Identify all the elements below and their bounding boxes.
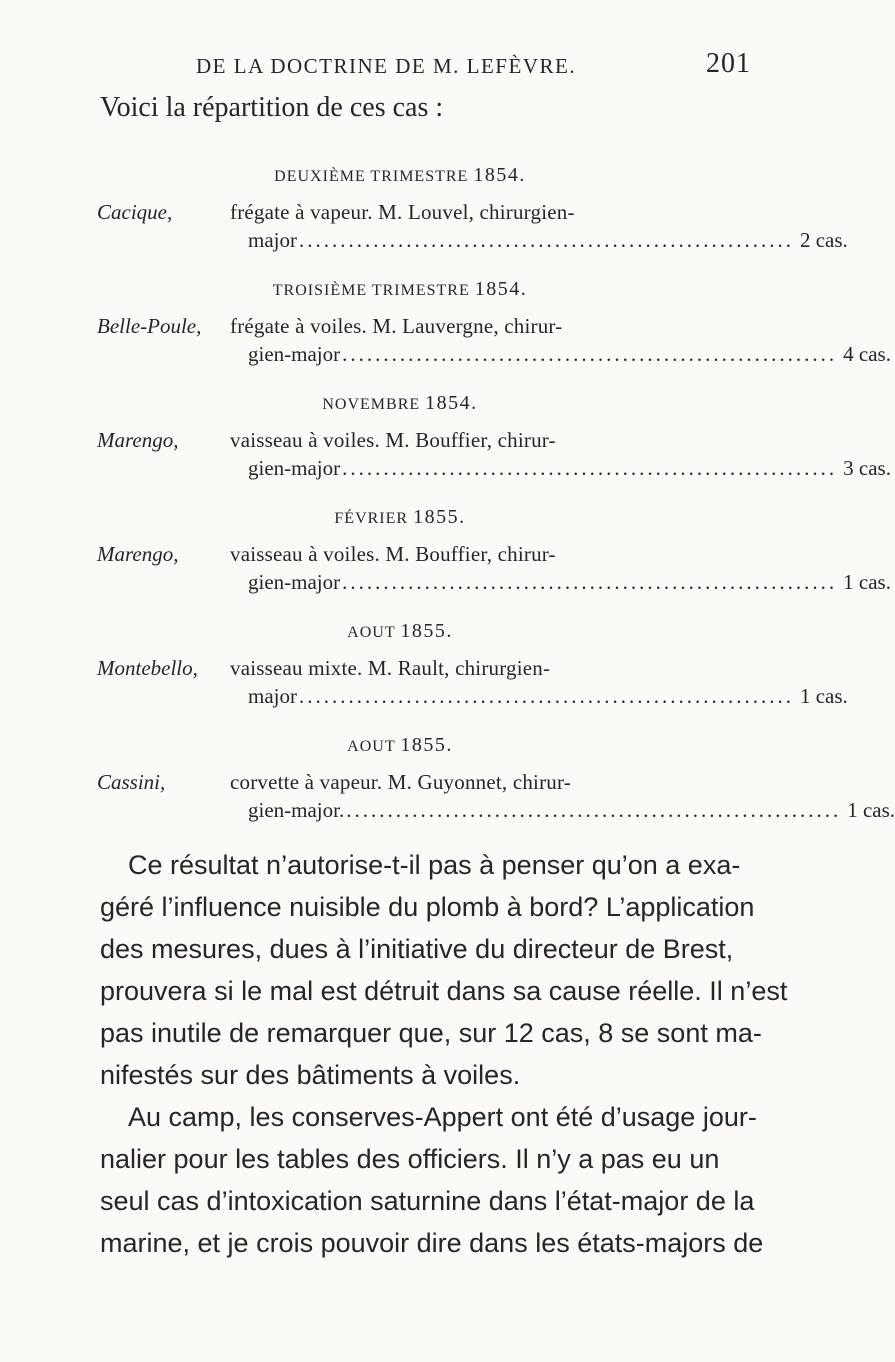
period-heading [0,620,800,643]
entry-role: gien-major [248,570,341,594]
period-heading [0,278,800,301]
entry-continuation [248,228,848,253]
ship-name: Montebello, [97,656,198,680]
period-year: 1855. [400,734,453,756]
period-heading [0,506,800,529]
entry-description: vaisseau à voiles. M. Bouffier, chirur- [230,428,556,452]
entry-role: major [248,684,297,708]
entry-role: major [248,228,297,252]
case-count: 1 cas. [847,798,895,822]
leader-dots: ............................................................ [298,684,794,708]
case-count: 4 cas. [843,342,891,366]
case-count: 1 cas. [799,684,848,708]
intro-line: Voici la répartition de ces cas : [100,92,444,123]
text-line: des mesures, dues à l’initiative du directeur de Brest, [100,934,734,964]
entry-continuation [248,684,848,709]
period-heading [0,164,800,187]
period-year: 1855. [400,620,453,642]
entry-continuation [248,798,895,823]
entry-continuation [248,342,891,367]
entry-continuation [248,456,891,481]
text-line: nalier pour les tables des officiers. Il n’y a pas eu un [100,1144,720,1174]
ship-name: Belle-Poule, [97,314,202,338]
text-line: marine, et je crois pouvoir dire dans les états-majors de [100,1228,764,1258]
period-year: 1855. [413,506,466,528]
period-year: 1854. [474,278,528,300]
leader-dots: ............................................................ [342,342,838,366]
period-year: 1854. [425,392,478,414]
entry-role: gien-major. [248,798,345,822]
period-label: FÉVRIER [334,510,409,527]
period-heading [0,392,800,415]
paragraph-conclusion [100,844,788,1096]
entry-description: vaisseau à voiles. M. Bouffier, chirur- [230,542,556,566]
text-line: nifestés sur des bâtiments à voiles. [100,1060,521,1090]
case-count: 2 cas. [799,228,848,252]
text-line: Ce résultat n’autorise-t-il pas à penser qu’on a exa- [128,850,741,880]
case-count: 3 cas. [843,456,891,480]
leader-dots: ............................................................ [346,798,842,822]
period-label: AOUT [347,738,396,755]
page-number: 201 [706,48,751,79]
entry-description: frégate à vapeur. M. Louvel, chirurgien- [230,200,575,224]
leader-dots: ............................................................ [342,456,838,480]
period-label: DEUXIÈME TRIMESTRE [274,168,469,185]
paragraph-camp [100,1096,764,1264]
entry-role: gien-major [248,456,341,480]
text-line: géré l’influence nuisible du plomb à bord? L’application [100,892,755,922]
ship-name: Marengo, [97,542,179,566]
period-year: 1854. [473,164,526,186]
text-line: pas inutile de remarquer que, sur 12 cas, 8 se sont ma- [100,1018,762,1048]
leader-dots: ............................................................ [298,228,794,252]
text-line: seul cas d’intoxication saturnine dans l’état-major de la [100,1186,755,1216]
entry-description: frégate à voiles. M. Lauvergne, chirur- [230,314,563,338]
period-label: TROISIÈME TRIMESTRE [272,282,470,299]
entry-description: corvette à vapeur. M. Guyonnet, chirur- [230,770,571,794]
running-head: DE LA DOCTRINE DE M. LEFÈVRE. [196,54,577,78]
period-label: AOUT [347,624,396,641]
entry-role: gien-major [248,342,341,366]
text-line: prouvera si le mal est détruit dans sa cause réelle. Il n’est [100,976,788,1006]
period-heading [0,734,800,757]
ship-name: Cassini, [97,770,166,794]
period-label: NOVEMBRE [322,396,421,413]
case-count: 1 cas. [843,570,891,594]
entry-description: vaisseau mixte. M. Rault, chirurgien- [230,656,551,680]
ship-name: Cacique, [97,200,173,224]
text-line: Au camp, les conserves-Appert ont été d’usage jour- [128,1102,757,1132]
entry-continuation [248,570,891,595]
ship-name: Marengo, [97,428,179,452]
leader-dots: ............................................................ [342,570,838,594]
